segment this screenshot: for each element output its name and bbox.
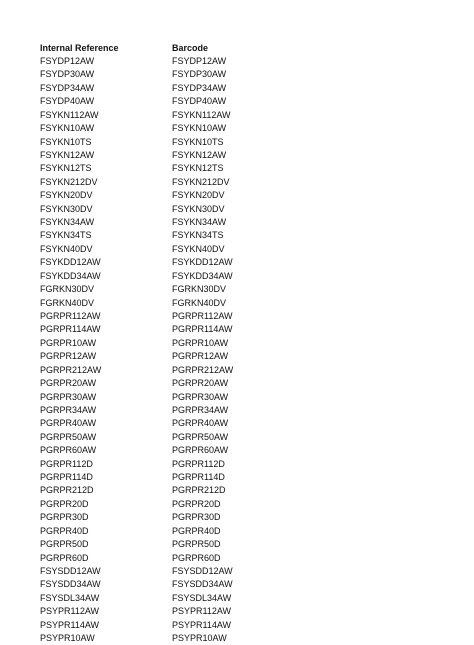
cell-internal-reference: PGRPR60AW: [40, 445, 97, 456]
cell-barcode: FGRKN40DV: [172, 297, 227, 308]
cell-barcode: PGRPR50AW: [172, 431, 229, 442]
cell-internal-reference: PSYPR114AW: [40, 619, 100, 630]
table-header-row: [0, 42, 474, 55]
cell-barcode: FSYKDD12AW: [172, 257, 233, 268]
table-row: [0, 525, 474, 538]
cell-barcode: FSYDP34AW: [172, 82, 227, 93]
cell-internal-reference: PGRPR114AW: [40, 324, 101, 335]
cell-internal-reference: PGRPR20D: [40, 498, 89, 509]
table-row: [0, 444, 474, 457]
table-row: [0, 337, 474, 350]
cell-internal-reference: FSYKN30DV: [40, 203, 93, 214]
cell-internal-reference: FSYDP30AW: [40, 69, 95, 80]
cell-internal-reference: FGRKN40DV: [40, 297, 95, 308]
cell-internal-reference: FSYKDD34AW: [40, 270, 101, 281]
cell-barcode: PGRPR40AW: [172, 418, 229, 429]
cell-internal-reference: FSYKN12AW: [40, 149, 95, 160]
cell-barcode: PGRPR60D: [172, 552, 221, 563]
cell-barcode: PGRPR112AW: [172, 310, 233, 321]
cell-barcode: FSYKN10AW: [172, 123, 227, 134]
cell-barcode: FSYSDD34AW: [172, 579, 233, 590]
cell-internal-reference: PGRPR50AW: [40, 431, 97, 442]
cell-barcode: FSYDP30AW: [172, 69, 227, 80]
table-row: [0, 203, 474, 216]
cell-barcode: PGRPR10AW: [172, 337, 229, 348]
table-row: [0, 632, 474, 645]
cell-barcode: FSYKN12TS: [172, 163, 224, 174]
cell-internal-reference: PGRPR40D: [40, 525, 89, 536]
cell-barcode: PGRPR114D: [172, 472, 225, 483]
cell-internal-reference: PGRPR34AW: [40, 404, 97, 415]
cell-internal-reference: FSYSDL34AW: [40, 592, 100, 603]
header-internal-reference: Internal Reference: [40, 42, 119, 53]
cell-internal-reference: PGRPR112D: [40, 458, 93, 469]
cell-barcode: PGRPR30D: [172, 512, 221, 523]
table-row: [0, 310, 474, 323]
cell-internal-reference: PSYPR10AW: [40, 633, 95, 644]
cell-barcode: FSYKN212DV: [172, 176, 230, 187]
table-row: [0, 256, 474, 269]
table-row: [0, 122, 474, 135]
cell-barcode: FSYDP40AW: [172, 96, 227, 107]
cell-internal-reference: PGRPR10AW: [40, 337, 97, 348]
cell-barcode: PGRPR34AW: [172, 404, 229, 415]
cell-internal-reference: FSYKN40DV: [40, 243, 93, 254]
cell-barcode: PSYPR10AW: [172, 633, 227, 644]
cell-barcode: PGRPR112D: [172, 458, 225, 469]
cell-barcode: FSYKN30DV: [172, 203, 225, 214]
table-row: [0, 417, 474, 430]
cell-internal-reference: FGRKN30DV: [40, 284, 95, 295]
cell-barcode: PGRPR12AW: [172, 351, 229, 362]
cell-internal-reference: PSYPR112AW: [40, 606, 100, 617]
table-row: [0, 216, 474, 229]
table-row: [0, 605, 474, 618]
cell-barcode: FSYKN34TS: [172, 230, 224, 241]
cell-barcode: PGRPR212D: [172, 485, 226, 496]
cell-internal-reference: FSYKN20DV: [40, 190, 93, 201]
cell-barcode: PGRPR40D: [172, 525, 221, 536]
cell-barcode: PGRPR60AW: [172, 445, 229, 456]
cell-barcode: PGRPR20D: [172, 498, 221, 509]
cell-barcode: FSYDP12AW: [172, 56, 227, 66]
table-row: [0, 377, 474, 390]
cell-internal-reference: PGRPR12AW: [40, 351, 97, 362]
cell-internal-reference: PGRPR20AW: [40, 378, 97, 389]
table-row: [0, 578, 474, 591]
cell-internal-reference: FSYDP12AW: [40, 56, 95, 66]
table-row: [0, 471, 474, 484]
cell-internal-reference: PGRPR60D: [40, 552, 89, 563]
cell-barcode: PSYPR114AW: [172, 619, 232, 630]
cell-internal-reference: PGRPR212D: [40, 485, 94, 496]
cell-internal-reference: FSYDP40AW: [40, 96, 95, 107]
table-row: [0, 323, 474, 336]
cell-barcode: FSYKDD34AW: [172, 270, 233, 281]
table-row: [0, 162, 474, 175]
table-row: [0, 565, 474, 578]
header-barcode: Barcode: [172, 42, 209, 53]
cell-barcode: PGRPR50D: [172, 539, 221, 550]
table-row: [0, 136, 474, 149]
table-row: [0, 404, 474, 417]
table-row: [0, 458, 474, 471]
table-row: [0, 297, 474, 310]
table-row: [0, 619, 474, 632]
cell-internal-reference: FSYSDD34AW: [40, 579, 101, 590]
table-row: [0, 391, 474, 404]
table-row: [0, 538, 474, 551]
cell-internal-reference: PGRPR114D: [40, 472, 93, 483]
table-row: [0, 350, 474, 363]
cell-internal-reference: FSYSDD12AW: [40, 565, 101, 576]
cell-internal-reference: FSYDP34AW: [40, 82, 95, 93]
cell-internal-reference: PGRPR112AW: [40, 310, 101, 321]
cell-barcode: PSYPR112AW: [172, 606, 232, 617]
table-row: [0, 109, 474, 122]
table-row: [0, 176, 474, 189]
cell-internal-reference: PGRPR40AW: [40, 418, 97, 429]
cell-internal-reference: FSYKN10TS: [40, 136, 92, 147]
cell-internal-reference: FSYKN12TS: [40, 163, 92, 174]
table-row: [0, 229, 474, 242]
cell-internal-reference: FSYKN34TS: [40, 230, 92, 241]
cell-barcode: FSYKN12AW: [172, 149, 227, 160]
table-row: [0, 431, 474, 444]
cell-internal-reference: FSYKN212DV: [40, 176, 98, 187]
cell-barcode: FSYSDL34AW: [172, 592, 232, 603]
cell-barcode: FSYKN34AW: [172, 217, 227, 228]
table-row: [0, 68, 474, 81]
table-row: [0, 484, 474, 497]
cell-barcode: FSYSDD12AW: [172, 565, 233, 576]
cell-internal-reference: PGRPR30D: [40, 512, 89, 523]
table-row: [0, 270, 474, 283]
cell-internal-reference: PGRPR30AW: [40, 391, 97, 402]
cell-barcode: PGRPR114AW: [172, 324, 233, 335]
cell-internal-reference: FSYKDD12AW: [40, 257, 101, 268]
cell-barcode: FSYKN20DV: [172, 190, 225, 201]
table-row: [0, 149, 474, 162]
table-row: [0, 498, 474, 511]
cell-barcode: PGRPR212AW: [172, 364, 234, 375]
cell-internal-reference: PGRPR212AW: [40, 364, 102, 375]
cell-internal-reference: PGRPR50D: [40, 539, 89, 550]
table-row: [0, 552, 474, 565]
table-row: [0, 95, 474, 108]
table-row: [0, 364, 474, 377]
cell-barcode: FSYKN10TS: [172, 136, 224, 147]
table-row: [0, 511, 474, 524]
cell-barcode: FSYKN112AW: [172, 109, 231, 120]
table-row: [0, 243, 474, 256]
table-row: [0, 82, 474, 95]
cell-barcode: FSYKN40DV: [172, 243, 225, 254]
table-row: [0, 55, 474, 68]
cell-internal-reference: FSYKN112AW: [40, 109, 99, 120]
cell-internal-reference: FSYKN34AW: [40, 217, 95, 228]
cell-barcode: PGRPR20AW: [172, 378, 229, 389]
cell-internal-reference: FSYKN10AW: [40, 123, 95, 134]
cell-barcode: PGRPR30AW: [172, 391, 229, 402]
cell-barcode: FGRKN30DV: [172, 284, 227, 295]
table-row: [0, 283, 474, 296]
table-row: [0, 592, 474, 605]
table-row: [0, 189, 474, 202]
